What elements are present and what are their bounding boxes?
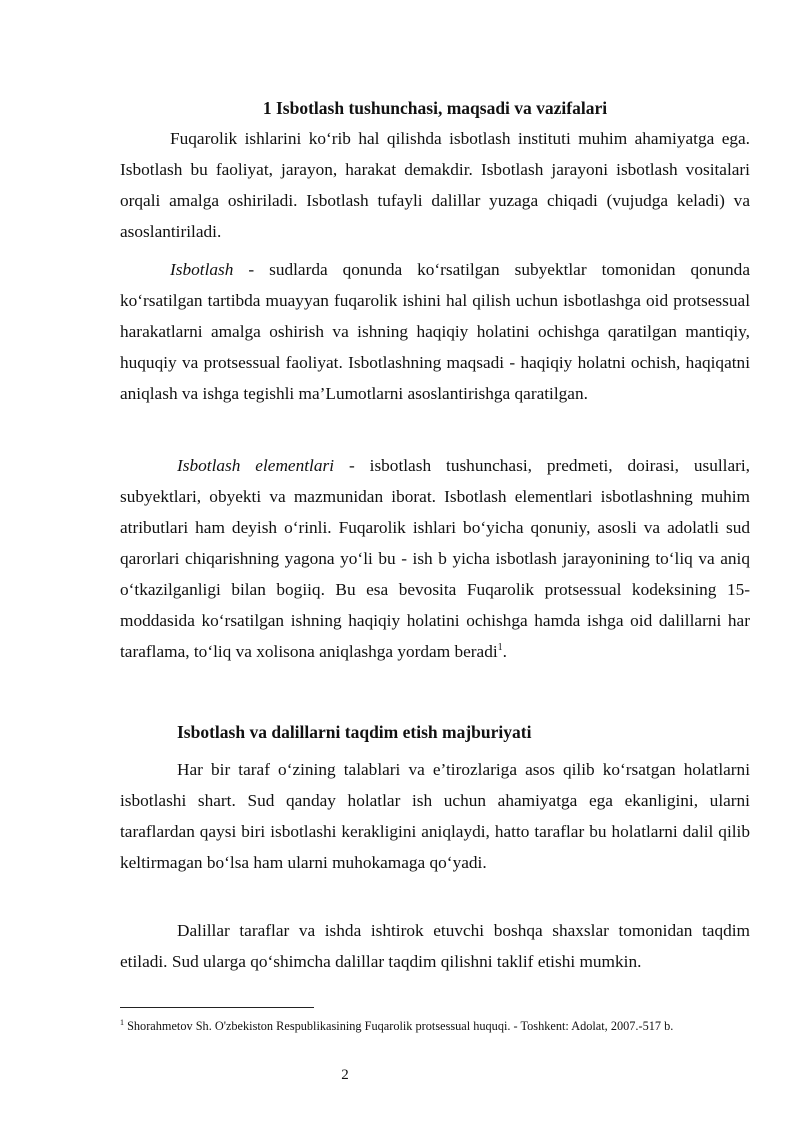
paragraph-5	[120, 915, 750, 977]
paragraph-2	[120, 254, 750, 409]
footnote-separator	[120, 1007, 314, 1008]
paragraph-3-text: - isbotlash tushunchasi, predmeti, doirasi, usullari, subyektlari, obyekti va mazmunidan iborat. Isbotlash elementlari isbotlashning muhim atributlari ham deyish o‘rinli. Fuqarolik ishlari bo‘yicha qonuniy, asosli va adolatli sud qarorlari chiqarishning yagona yo‘li bu - ish b yicha isbotlash jarayonining to‘liq va aniq o‘tkazilganligi bilan bogiiq. Bu esa bevosita Fuqarolik protsessual kodeksining 15-moddasida ko‘rsatilgan ishning haqiqiy holatini ochishga hamda ishga oid dalillarni har taraflama, to‘liq va xolisona aniqlashga yordam beradi	[120, 456, 750, 661]
term-isbotlash: Isbotlash	[170, 260, 234, 279]
footnote-text: Shorahmetov Sh. O'zbekiston Respublikasining Fuqarolik protsessual huquqi. - Toshkent: Adolat, 2007.-517 b.	[124, 1019, 674, 1033]
term-isbotlash-elementlari: Isbotlash elementlari	[177, 456, 335, 475]
subheading: Isbotlash va dalillarni taqdim etish majburiyati	[177, 722, 532, 742]
section-title: 1 Isbotlash tushunchasi, maqsadi va vazifalari	[262, 98, 608, 118]
paragraph-5-text: Dalillar taraflar va ishda ishtirok etuvchi boshqa shaxslar tomonidan taqdim etiladi. Sud ularga qo‘shimcha dalillar taqdim qilishni taklif etishi mumkin.	[120, 921, 750, 971]
paragraph-1	[120, 123, 750, 247]
paragraph-3-end: .	[502, 642, 507, 661]
footnote	[120, 1018, 760, 1034]
paragraph-2-text: - sudlarda qonunda ko‘rsatilgan subyektlar tomonidan qonunda ko‘rsatilgan tartibda muayyan fuqarolik ishini hal qilish uchun isbotlashga oid protsessual harakatlarni amalga oshirish va ishning haqiqiy holatini ochishga qaratilgan mantiqiy, huquqiy va protsessual faoliyat. Isbotlashning maqsadi - haqiqiy holatni ochish, haqiqatni aniqlash va ishga tegishli ma’Lumotlarni asoslantirishga qaratilgan.	[120, 260, 750, 403]
paragraph-4	[120, 754, 750, 878]
footnote-number: 1	[120, 1017, 124, 1027]
paragraph-4-text: Har bir taraf o‘zining talablari va e’tirozlariga asos qilib ko‘rsatgan holatlarni isbotlashi shart. Sud qanday holatlar ish uchun ahamiyatga ega ekanligini, ularni taraflardan qaysi biri isbotlashi kerakligini aniqlaydi, hatto taraflar bu holatlarni dalil qilib keltirmagan bo‘lsa ham ularni muhokamaga qo‘yadi.	[120, 760, 750, 872]
page-number: 2	[341, 1067, 349, 1083]
footnote-reference[interactable]: 1	[497, 642, 503, 654]
paragraph-3	[120, 450, 750, 667]
paragraph-1-text: Fuqarolik ishlarini ko‘rib hal qilishda isbotlash instituti muhim ahamiyatga ega. Isbotlash bu faoliyat, jarayon, harakat demakdir. Isbotlash jarayoni isbotlash vositalari orqali amalga oshiriladi. Isbotlash tufayli dalillar yuzaga chiqadi (vujudga keladi) va asoslantiriladi.	[120, 129, 750, 241]
